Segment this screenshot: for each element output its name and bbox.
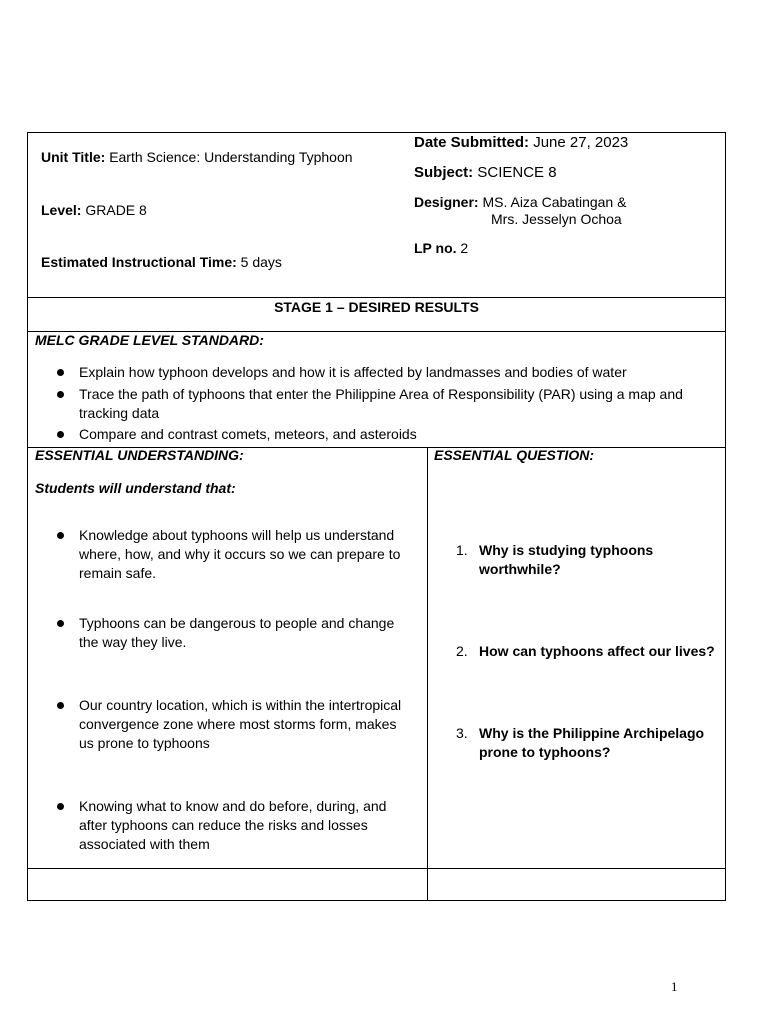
understanding-heading: ESSENTIAL UNDERSTANDING: bbox=[35, 447, 244, 463]
understanding-item: Our country location, which is within the intertropical convergence zone where most storms form, makes us prone to typhoons bbox=[33, 696, 413, 753]
date-submitted bbox=[414, 133, 628, 153]
instructional-time-label: Estimated Instructional Time: bbox=[41, 254, 237, 270]
designer-value-1: MS. Aiza Cabatingan & bbox=[482, 194, 627, 210]
designer bbox=[414, 193, 626, 211]
understanding-item: Knowledge about typhoons will help us understand where, how, and why it occurs so we can prepare to remain safe. bbox=[33, 526, 413, 583]
unit-title-value: Earth Science: Understanding Typhoon bbox=[109, 149, 353, 165]
subject-value: SCIENCE 8 bbox=[477, 164, 557, 181]
melc-heading: MELC GRADE LEVEL STANDARD: bbox=[35, 332, 264, 348]
level-value: GRADE 8 bbox=[85, 202, 147, 218]
column-divider bbox=[427, 447, 428, 901]
table-border-bottom bbox=[27, 900, 726, 901]
designer-label: Designer: bbox=[414, 194, 479, 210]
page-number: 1 bbox=[671, 979, 678, 994]
question-number: 3. bbox=[456, 725, 468, 741]
lp-number-value: 2 bbox=[460, 240, 469, 256]
question-heading: ESSENTIAL QUESTION: bbox=[434, 447, 594, 463]
date-submitted-label: Date Submitted: bbox=[414, 134, 530, 151]
level-label: Level: bbox=[41, 202, 82, 218]
subject bbox=[414, 163, 557, 183]
subject-label: Subject: bbox=[414, 164, 474, 181]
body-divider bbox=[27, 868, 726, 869]
level bbox=[41, 201, 147, 219]
lp-number bbox=[414, 239, 468, 257]
understanding-item: Typhoons can be dangerous to people and change the way they live. bbox=[33, 614, 413, 652]
question-text: How can typhoons affect our lives? bbox=[479, 643, 715, 659]
unit-title bbox=[41, 148, 353, 166]
instructional-time-value: 5 days bbox=[240, 254, 282, 270]
stage-title: STAGE 1 – DESIRED RESULTS bbox=[274, 299, 479, 315]
melc-item: Explain how typhoon develops and how it is affected by landmasses and bodies of water bbox=[33, 363, 713, 382]
table-border-right bbox=[725, 132, 726, 901]
table-border-left bbox=[27, 132, 28, 901]
melc-list bbox=[33, 363, 713, 444]
understanding-item: Knowing what to know and do before, during, and after typhoons can reduce the risks and losses associated with them bbox=[33, 797, 413, 854]
understanding-subheading: Students will understand that: bbox=[35, 480, 236, 496]
question-number: 2. bbox=[456, 643, 468, 659]
question-text: Why is studying typhoons worthwhile? bbox=[479, 542, 654, 577]
melc-item: Compare and contrast comets, meteors, and asteroids bbox=[33, 425, 713, 444]
designer-value-2: Mrs. Jesselyn Ochoa bbox=[491, 211, 622, 227]
instructional-time bbox=[41, 253, 282, 271]
question-text: Why is the Philippine Archipelago prone to typhoons? bbox=[479, 725, 705, 760]
melc-item: Trace the path of typhoons that enter the Philippine Area of Responsibility (PAR) using a map and tracking data bbox=[33, 385, 713, 423]
date-submitted-value: June 27, 2023 bbox=[533, 134, 629, 151]
unit-title-label: Unit Title: bbox=[41, 149, 106, 165]
lp-number-label: LP no. bbox=[414, 240, 457, 256]
question-number: 1. bbox=[456, 542, 468, 558]
